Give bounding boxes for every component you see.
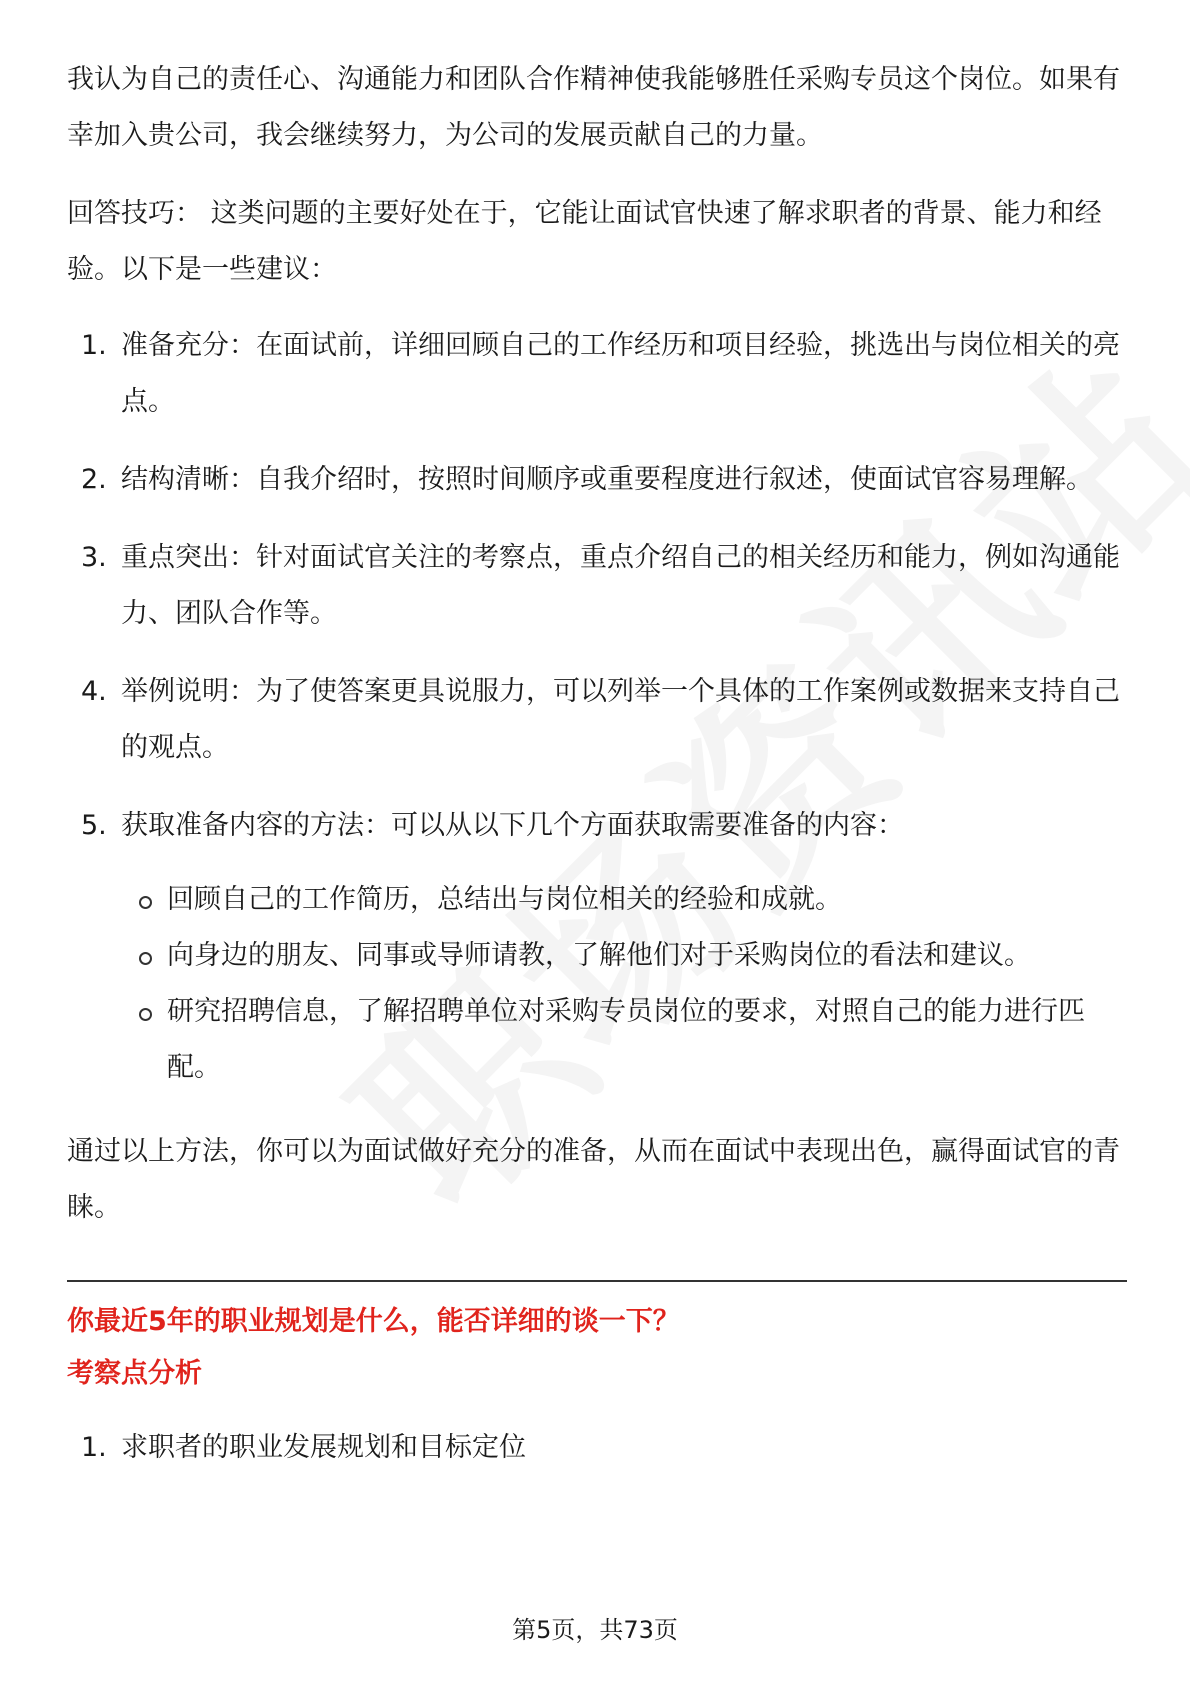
section-divider xyxy=(67,1280,1127,1282)
sub-list-item: 研究招聘信息，了解招聘单位对采购专员岗位的要求，对照自己的能力进行匹配。 xyxy=(67,984,1127,1096)
list-item: 2. 结构清晰：自我介绍时，按照时间顺序或重要程度进行叙述，使面试官容易理解。 xyxy=(81,464,1093,495)
page-content xyxy=(67,52,1127,1498)
list-item: 4. 举例说明：为了使答案更具说服力，可以列举一个具体的工作案例或数据来支持自己的观点。 xyxy=(81,676,1120,763)
list-item: 1. 求职者的职业发展规划和目标定位 xyxy=(81,1432,526,1463)
analysis-list xyxy=(67,1420,1127,1476)
intro-paragraph-1: 我认为自己的责任心、沟通能力和团队合作精神使我能够胜任采购专员这个岗位。如果有幸加入贵公司，我会继续努力，为公司的发展贡献自己的力量。 xyxy=(67,64,1120,151)
bullet-circle-icon xyxy=(139,896,152,909)
bullet-circle-icon xyxy=(139,952,152,965)
page-footer: 第5页，共73页 xyxy=(512,1616,678,1644)
analysis-heading: 考察点分析 xyxy=(67,1358,202,1389)
list-item: 3. 重点突出：针对面试官关注的考察点，重点介绍自己的相关经历和能力，例如沟通能力、团队合作等。 xyxy=(81,542,1120,629)
sub-list-item: 回顾自己的工作简历，总结出与岗位相关的经验和成就。 xyxy=(67,872,1127,928)
list-item: 1. 准备充分：在面试前，详细回顾自己的工作经历和项目经验，挑选出与岗位相关的亮点。 xyxy=(81,330,1120,417)
tips-list xyxy=(67,318,1127,854)
sub-list xyxy=(67,872,1127,1096)
conclusion-paragraph: 通过以上方法，你可以为面试做好充分的准备，从而在面试中表现出色，赢得面试官的青睐。 xyxy=(67,1136,1120,1223)
sub-list-item: 向身边的朋友、同事或导师请教，了解他们对于采购岗位的看法和建议。 xyxy=(67,928,1127,984)
intro-paragraph-2: 回答技巧： 这类问题的主要好处在于，它能让面试官快速了解求职者的背景、能力和经验。以下是一些建议： xyxy=(67,198,1102,285)
question-title: 你最近5年的职业规划是什么，能否详细的谈一下？ xyxy=(67,1306,680,1337)
bullet-circle-icon xyxy=(139,1008,152,1021)
list-item: 5. 获取准备内容的方法：可以从以下几个方面获取需要准备的内容： xyxy=(81,810,904,841)
